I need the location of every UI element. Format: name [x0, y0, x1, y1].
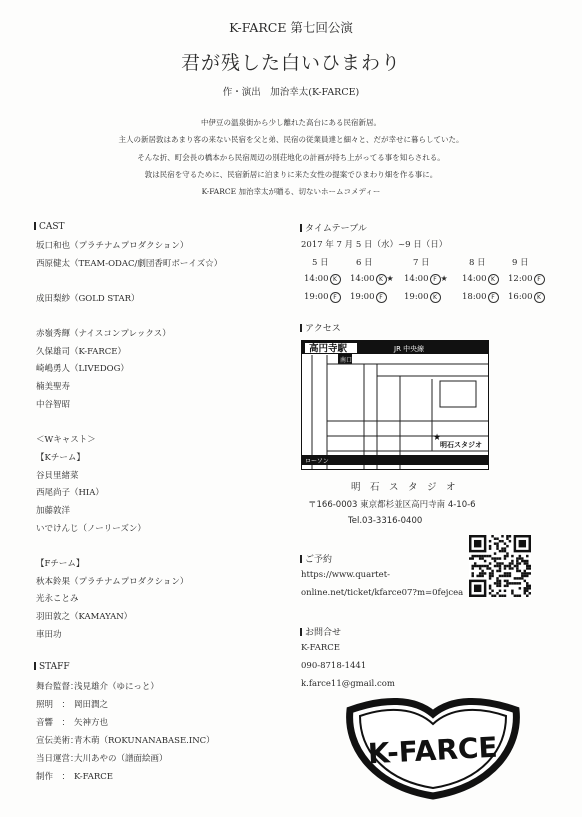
cast-member: 赤嶺秀輝（ナイスコンプレックス） — [36, 329, 171, 339]
timetable-day: 7 日 — [413, 258, 430, 268]
cast-member: 羽田敦之（KAMAYAN） — [36, 612, 133, 622]
cast-member: 光永ことみ — [36, 594, 79, 604]
map-line-label: JR 中央線 — [394, 345, 425, 353]
timetable-slot: 14:00 F ★ — [404, 274, 448, 284]
timetable-dates: 2017 年 7 月 5 日（水）~9 日（日） — [301, 240, 448, 250]
map-venue-label: 明石スタジオ — [440, 441, 482, 449]
reservation-heading: ご予約 — [300, 552, 332, 565]
timetable-day: 5 日 — [312, 258, 329, 268]
timetable-slot: 14:00 K — [462, 274, 499, 285]
staff-row: 音響 ： 矢神方也 — [36, 718, 109, 728]
cast-member: 加藤敦洋 — [36, 506, 71, 516]
timetable-day: 8 日 — [469, 258, 486, 268]
synopsis-line: 中伊豆の温泉街から少し離れた高台にある民宿新居。 — [201, 118, 381, 127]
synopsis-line: 主人の新居敦はあまり客の来ない民宿を父と弟、民宿の従業員達と細々と、だが幸せに暮らしていた。 — [118, 135, 464, 145]
venue-name: 明 石 ス タ ジ オ — [351, 482, 456, 493]
timetable-slot: 19:00 F — [304, 292, 341, 303]
qr-code — [469, 535, 531, 597]
map-exit-label: 南口 — [340, 357, 353, 364]
staff-row: 舞台監督：浅見雄介（ゆにっと） — [36, 682, 159, 692]
contact-email[interactable]: k.farce11@gmail.com — [301, 679, 395, 689]
k-farce-logo — [344, 696, 522, 800]
timetable-slot: 14:00 K ★ — [350, 274, 394, 284]
timetable-day: 9 日 — [512, 258, 529, 268]
cast-member: 西原健太（TEAM-ODAC/劇団香町ボーイズ☆） — [36, 259, 223, 269]
cast-member: 崎嶋勇人（LIVEDOG） — [36, 364, 129, 374]
timetable-slot: 18:00 F — [462, 292, 499, 303]
staff-row: 当日運営：大川あやの（譜面絵画） — [36, 754, 168, 764]
contact-heading: お問合せ — [300, 625, 341, 638]
map-venue-star: ★ — [433, 433, 442, 443]
cast-heading: CAST — [34, 222, 65, 232]
cast-member: 秋本鈴果（プラチナムプロダクション） — [36, 577, 189, 587]
venue-tel: Tel.03-3316-0400 — [348, 516, 423, 526]
play-title: 君が残した白いひまわり — [180, 52, 401, 74]
venue-address: 〒166-0003 東京都杉並区高円寺南 4-10-6 — [308, 500, 476, 510]
k-team-heading: 【Kチーム】 — [36, 453, 85, 463]
timetable-slot: 16:00 K — [508, 292, 545, 303]
staff-heading: STAFF — [34, 662, 70, 672]
access-map — [301, 340, 489, 470]
timetable-slot: 14:00 K — [304, 274, 341, 285]
qr-code-drawing — [469, 535, 531, 597]
timetable-slot: 19:00 K — [404, 292, 441, 303]
cast-member: 西尾尚子（HIA） — [36, 488, 104, 498]
staff-row: 宣伝美術：青木萌（ROKUNANABASE.INC） — [36, 736, 215, 746]
access-heading: アクセス — [300, 321, 341, 334]
series-title: K-FARCE 第七回公演 — [229, 20, 353, 35]
cast-member: 楠美聖寿 — [36, 382, 71, 392]
map-drawing — [302, 341, 488, 469]
staff-row: 照明 ： 岡田潤之 — [36, 700, 109, 710]
w-cast-heading: ＜Wキャスト＞ — [36, 435, 96, 445]
cast-member: 車田功 — [36, 630, 62, 640]
cast-member: 久保雄司（K-FARCE） — [36, 347, 127, 357]
timetable-slot: 19:00 F — [350, 292, 387, 303]
cast-member: 成田梨紗（GOLD STAR） — [36, 294, 140, 304]
cast-member: 坂口和也（プラチナムプロダクション） — [36, 241, 189, 251]
synopsis-line: 敦は民宿を守るために、民宿新居に泊まりに来た女性の提案でひまわり畑を作る事に。 — [144, 169, 438, 179]
synopsis-line: そんな折、町会長の橋本から民宿周辺の別荘地化の計画が持ち上がってる事を知らされる。 — [137, 152, 445, 162]
reservation-url[interactable]: https://www.quartet- — [301, 570, 391, 580]
cast-member: 谷貝里緒菜 — [36, 471, 79, 481]
reservation-url[interactable]: online.net/ticket/kfarce07?m=0fejcea — [301, 588, 464, 598]
contact-name: K-FARCE — [301, 643, 341, 653]
contact-phone: 090-8718-1441 — [301, 661, 367, 671]
staff-row: 制作 ： K-FARCE — [36, 772, 114, 782]
synopsis-line: K-FARCE 加治幸太が贈る、切ないホームコメディー — [201, 187, 381, 197]
logo-text: K-FARCE — [367, 730, 499, 771]
credit-line: 作・演出 加治幸太(K-FARCE) — [222, 87, 360, 98]
cast-member: 中谷智昭 — [36, 400, 71, 410]
f-team-heading: 【Fチーム】 — [36, 559, 85, 569]
timetable-day: 6 日 — [356, 258, 373, 268]
map-station-label: 高円寺駅 — [309, 343, 348, 355]
timetable-heading: タイムテーブル — [300, 221, 367, 234]
synopsis — [0, 114, 582, 200]
map-lawson-label: ローソン — [305, 458, 329, 465]
timetable-slot: 12:00 F — [508, 274, 545, 285]
logo-mask-shape — [344, 696, 522, 800]
cast-member: いでけんじ（ノーリーズン） — [36, 524, 146, 534]
